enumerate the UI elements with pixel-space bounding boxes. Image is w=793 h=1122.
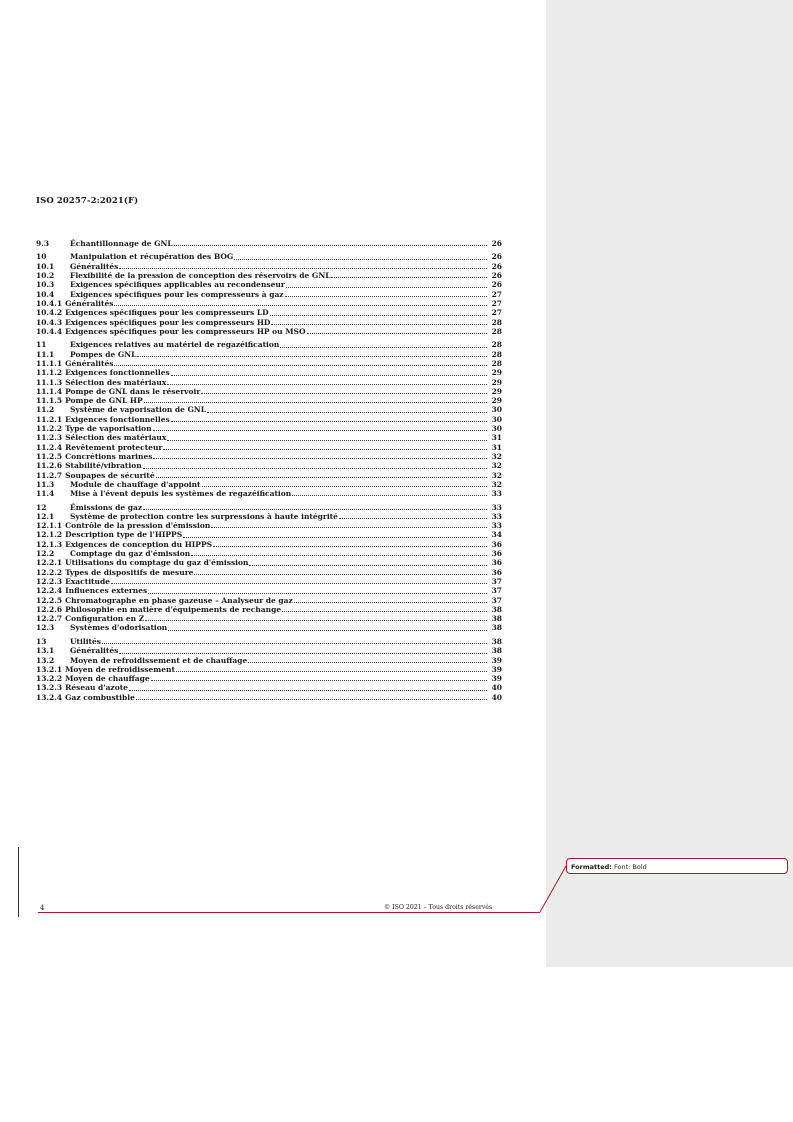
- toc-entry-page: 29: [491, 368, 502, 378]
- toc-entry[interactable]: [36, 693, 502, 702]
- toc-dot-leader: [144, 401, 487, 403]
- toc-dot-leader: [270, 314, 487, 316]
- toc-entry[interactable]: [36, 512, 502, 521]
- toc-entry-page: 28: [491, 326, 502, 336]
- toc-entry-page: 31: [491, 442, 502, 452]
- toc-entry-page: 28: [491, 349, 502, 359]
- toc-entry-title: Flexibilité de la pression de conception des réservoirs de GNL: [70, 271, 331, 281]
- toc-entry-title: Réseau d'azote: [65, 683, 128, 693]
- toc-entry-title: Comptage du gaz d'émission: [70, 549, 191, 559]
- toc-entry-title: Exactitude: [65, 576, 110, 586]
- toc-entry-title: Système de vaporisation de GNL: [70, 405, 207, 415]
- toc-entry-page: 37: [491, 586, 502, 596]
- toc-dot-leader: [167, 439, 487, 441]
- toc-entry-number: 12: [36, 502, 47, 512]
- toc-entry-number: 10.2: [36, 271, 55, 281]
- toc-entry[interactable]: [36, 471, 502, 480]
- toc-entry-page: 36: [491, 558, 502, 568]
- toc-dot-leader: [137, 355, 487, 357]
- toc-entry-page: 33: [491, 502, 502, 512]
- toc-entry-number: 11.2.7: [36, 470, 63, 480]
- toc-dot-leader: [201, 392, 487, 394]
- toc-entry[interactable]: [36, 280, 502, 289]
- toc-dot-leader: [213, 545, 487, 547]
- toc-entry[interactable]: [36, 530, 502, 539]
- toc-entry[interactable]: [36, 568, 502, 577]
- toc-entry-page: 27: [491, 289, 502, 299]
- toc-entry-number: 13.1: [36, 646, 55, 656]
- toc-entry-page: 26: [491, 271, 502, 281]
- toc-dot-leader: [119, 652, 487, 654]
- toc-entry-number: 12.1.1: [36, 521, 63, 531]
- toc-entry-number: 13.2: [36, 655, 55, 665]
- toc-entry-number: 11.2.5: [36, 451, 63, 461]
- toc-dot-leader: [167, 383, 487, 385]
- toc-entry[interactable]: [36, 489, 502, 498]
- toc-entry[interactable]: [36, 378, 502, 387]
- toc-entry[interactable]: [36, 340, 502, 349]
- toc-entry[interactable]: [36, 623, 502, 632]
- toc-entry[interactable]: [36, 540, 502, 549]
- toc-entry[interactable]: [36, 586, 502, 595]
- toc-entry-title: Utilités: [70, 636, 102, 646]
- toc-entry-page: 40: [491, 683, 502, 693]
- toc-entry-title: Mise à l'évent depuis les systèmes de regazéification: [70, 489, 292, 499]
- toc-entry-title: Contrôle de la pression d'émission: [65, 521, 211, 531]
- toc-entry-page: 27: [491, 298, 502, 308]
- toc-entry-title: Échantillonnage de GNL: [70, 239, 173, 248]
- toc-entry-number: 10.4.4: [36, 326, 63, 336]
- toc-entry[interactable]: [36, 396, 502, 405]
- toc-entry-title: Émissions de gaz: [70, 502, 143, 512]
- toc-entry-page: 31: [491, 433, 502, 443]
- comment-pane: [546, 0, 793, 967]
- toc-entry[interactable]: [36, 262, 502, 271]
- toc-entry[interactable]: [36, 290, 502, 299]
- toc-dot-leader: [271, 323, 487, 325]
- toc-entry[interactable]: [36, 665, 502, 674]
- toc-entry-number: 13.2.4: [36, 692, 63, 702]
- toc-entry[interactable]: [36, 646, 502, 655]
- toc-entry-number: 13: [36, 636, 47, 646]
- toc-entry-number: 11.2.2: [36, 424, 63, 434]
- toc-entry[interactable]: [36, 480, 502, 489]
- toc-entry-title: Revêtement protecteur: [65, 442, 163, 452]
- toc-dot-leader: [143, 467, 487, 469]
- toc-entry[interactable]: [36, 443, 502, 452]
- toc-dot-leader: [168, 629, 487, 631]
- toc-entry[interactable]: [36, 656, 502, 665]
- toc-dot-leader: [194, 573, 487, 575]
- change-bar: [18, 847, 19, 917]
- toc-entry[interactable]: [36, 299, 502, 308]
- toc-entry-title: Moyen de refroidissement et de chauffage: [70, 655, 248, 665]
- toc-dot-leader: [285, 295, 487, 297]
- toc-entry-number: 12.2.2: [36, 567, 63, 577]
- toc-entry-page: 32: [491, 451, 502, 461]
- toc-entry-title: Philosophie en matière d'équipements de rechange: [65, 604, 282, 614]
- toc-entry[interactable]: [36, 327, 502, 336]
- toc-entry-title: Description type de l'HIPPS: [65, 530, 183, 540]
- toc-entry-page: 28: [491, 340, 502, 350]
- toc-entry-page: 40: [491, 692, 502, 702]
- toc-entry-page: 38: [491, 646, 502, 656]
- toc-entry-page: 37: [491, 595, 502, 605]
- toc-entry[interactable]: [36, 405, 502, 414]
- toc-entry[interactable]: [36, 521, 502, 530]
- toc-entry[interactable]: [36, 424, 502, 433]
- toc-entry-page: 38: [491, 636, 502, 646]
- toc-entry-number: 12.2: [36, 549, 55, 559]
- toc-entry-page: 26: [491, 261, 502, 271]
- toc-entry-number: 12.2.6: [36, 604, 63, 614]
- footer-rule: [38, 912, 540, 913]
- toc-entry-number: 11.1.3: [36, 377, 63, 387]
- toc-entry-title: Exigences spécifiques applicables au recondenseur: [70, 280, 285, 290]
- toc-dot-leader: [202, 485, 488, 487]
- toc-dot-leader: [280, 346, 487, 348]
- toc-dot-leader: [286, 286, 487, 288]
- toc-entry-page: 26: [491, 239, 502, 248]
- toc-dot-leader: [129, 689, 487, 691]
- toc-entry-number: 11.2: [36, 405, 55, 415]
- toc-entry-title: Utilisations du comptage du gaz d'émission: [65, 558, 249, 568]
- toc-entry-number: 11.2.6: [36, 461, 63, 471]
- toc-entry-title: Influences externes: [65, 586, 148, 596]
- toc-dot-leader: [151, 679, 487, 681]
- toc-dot-leader: [145, 619, 487, 621]
- toc-entry-number: 13.2.3: [36, 683, 63, 693]
- toc-dot-leader: [207, 411, 487, 413]
- toc-entry-number: 11.3: [36, 479, 55, 489]
- toc-entry-title: Sélection des matériaux: [65, 433, 167, 443]
- toc-entry-number: 10.4.3: [36, 317, 63, 327]
- toc-dot-leader: [119, 267, 487, 269]
- toc-entry-title: Chromatographe en phase gazeuse – Analyseur de gaz: [65, 595, 293, 605]
- toc-entry-number: 12.3: [36, 623, 55, 633]
- toc-entry-title: Soupapes de sécurité: [65, 470, 155, 480]
- toc-entry-title: Exigences spécifiques pour les compresseurs HD: [65, 317, 271, 327]
- toc-entry-number: 12.1.2: [36, 530, 63, 540]
- toc-dot-leader: [307, 332, 488, 334]
- toc-entry-page: 26: [491, 280, 502, 290]
- toc-dot-leader: [331, 276, 487, 278]
- toc-entry-page: 36: [491, 539, 502, 549]
- toc-entry-title: Moyen de refroidissement: [65, 664, 175, 674]
- toc-dot-leader: [148, 592, 487, 594]
- toc-entry-page: 32: [491, 470, 502, 480]
- toc-entry-page: 36: [491, 549, 502, 559]
- toc-entry-title: Types de dispositifs de mesure: [65, 567, 194, 577]
- toc-dot-leader: [294, 601, 487, 603]
- toc-entry-title: Gaz combustible: [65, 692, 135, 702]
- toc-entry-title: Type de vaporisation: [65, 424, 152, 434]
- toc-entry-title: Exigences relatives au matériel de regazéification: [70, 340, 280, 350]
- toc-entry-page: 32: [491, 479, 502, 489]
- formatting-comment-balloon[interactable]: [566, 858, 788, 874]
- toc-dot-leader: [156, 476, 487, 478]
- toc-entry[interactable]: [36, 252, 502, 261]
- toc-entry-page: 33: [491, 521, 502, 531]
- toc-entry[interactable]: [36, 308, 502, 317]
- toc-entry-title: Module de chauffage d'appoint: [70, 479, 201, 489]
- toc-entry[interactable]: [36, 614, 502, 623]
- comment-text: Font: Bold: [613, 863, 647, 871]
- toc-entry-page: 30: [491, 424, 502, 434]
- toc-entry-page: 38: [491, 604, 502, 614]
- toc-dot-leader: [102, 642, 487, 644]
- toc-entry-page: 33: [491, 511, 502, 521]
- toc-dot-leader: [171, 374, 487, 376]
- toc-entry[interactable]: [36, 415, 502, 424]
- toc-dot-leader: [143, 508, 487, 510]
- toc-entry-number: 13.2.2: [36, 674, 63, 684]
- toc-entry[interactable]: [36, 674, 502, 683]
- toc-entry[interactable]: [36, 452, 502, 461]
- toc-entry-page: 34: [491, 530, 502, 540]
- toc-entry-number: 13.2.1: [36, 664, 63, 674]
- toc-entry-title: Pompe de GNL dans le réservoir: [65, 386, 201, 396]
- toc-dot-leader: [174, 244, 487, 246]
- toc-dot-leader: [211, 526, 487, 528]
- toc-dot-leader: [248, 661, 487, 663]
- toc-entry-page: 39: [491, 674, 502, 684]
- toc-entry[interactable]: [36, 350, 502, 359]
- toc-entry-page: 29: [491, 377, 502, 387]
- toc-entry-number: 10.4.2: [36, 308, 63, 318]
- toc-dot-leader: [176, 670, 487, 672]
- footer-page-number: 4: [40, 904, 45, 912]
- toc-entry-number: 11: [36, 340, 47, 350]
- toc-entry-title: Exigences spécifiques pour les compresseurs à gaz: [70, 289, 284, 299]
- toc-entry[interactable]: [36, 577, 502, 586]
- toc-entry-title: Manipulation et récupération des BOG: [70, 252, 234, 262]
- toc-dot-leader: [153, 429, 487, 431]
- toc-entry-number: 11.1.1: [36, 358, 63, 368]
- toc-entry-number: 11.1.4: [36, 386, 63, 396]
- toc-entry-number: 11.1: [36, 349, 55, 359]
- toc-entry-number: 10.4.1: [36, 298, 63, 308]
- toc-entry-title: Pompe de GNL HP: [65, 396, 143, 406]
- toc-dot-leader: [234, 258, 487, 260]
- toc-entry-page: 26: [491, 252, 502, 262]
- toc-entry-page: 36: [491, 567, 502, 577]
- toc-entry-title: Moyen de chauffage: [65, 674, 150, 684]
- toc-entry-number: 11.4: [36, 489, 55, 499]
- toc-entry-number: 12.1: [36, 511, 55, 521]
- toc-entry-number: 12.2.7: [36, 614, 63, 624]
- toc-entry-number: 10.3: [36, 280, 55, 290]
- toc-entry-number: 11.2.4: [36, 442, 63, 452]
- toc-entry-page: 37: [491, 576, 502, 586]
- toc-entry-number: 11.2.1: [36, 414, 63, 424]
- toc-entry-number: 11.1.5: [36, 396, 63, 406]
- toc-dot-leader: [114, 364, 487, 366]
- toc-entry-title: Pompes de GNL: [70, 349, 137, 359]
- toc-entry-title: Exigences fonctionnelles: [65, 414, 170, 424]
- toc-entry-number: 11.2.3: [36, 433, 63, 443]
- toc-entry[interactable]: [36, 359, 502, 368]
- toc-entry-title: Exigences spécifiques pour les compresseurs HP ou MSO: [65, 326, 306, 336]
- comment-label: Formatted:: [571, 863, 612, 871]
- toc-entry-number: 10.1: [36, 261, 55, 271]
- toc-entry-title: Concrétions marines: [65, 451, 153, 461]
- toc-entry-title: Généralités: [70, 261, 119, 271]
- toc-entry-title: Système de protection contre les surpressions à haute intégrité: [70, 511, 338, 521]
- toc-entry-title: Généralités: [70, 646, 119, 656]
- toc-dot-leader: [183, 536, 487, 538]
- toc-entry-title: Systèmes d'odorisation: [70, 623, 168, 633]
- toc-entry[interactable]: [36, 433, 502, 442]
- toc-dot-leader: [136, 698, 487, 700]
- toc-entry[interactable]: [36, 239, 502, 248]
- toc-entry[interactable]: [36, 271, 502, 280]
- toc-entry-number: 9.3: [36, 239, 50, 248]
- toc-dot-leader: [163, 448, 487, 450]
- toc-entry-page: 29: [491, 386, 502, 396]
- toc-entry[interactable]: [36, 558, 502, 567]
- toc-entry-page: 38: [491, 614, 502, 624]
- toc-entry[interactable]: [36, 387, 502, 396]
- toc-entry[interactable]: [36, 637, 502, 646]
- toc-entry-title: Configuration en Z: [65, 614, 145, 624]
- toc-dot-leader: [249, 564, 487, 566]
- toc-entry-number: 10.4: [36, 289, 55, 299]
- toc-entry-number: 12.2.4: [36, 586, 63, 596]
- toc-entry[interactable]: [36, 368, 502, 377]
- toc-dot-leader: [191, 554, 487, 556]
- toc-entry-page: 28: [491, 358, 502, 368]
- toc-entry-page: 33: [491, 489, 502, 499]
- toc-entry-page: 27: [491, 308, 502, 318]
- toc-dot-leader: [153, 457, 487, 459]
- toc-entry-number: 10: [36, 252, 47, 262]
- toc-entry-page: 30: [491, 414, 502, 424]
- toc-entry-number: 12.1.3: [36, 539, 63, 549]
- toc-entry-title: Stabilité/vibration: [65, 461, 142, 471]
- toc-dot-leader: [339, 517, 487, 519]
- toc-entry[interactable]: [36, 605, 502, 614]
- footer-copyright: © ISO 2021 – Tous droits réservés: [384, 904, 493, 911]
- toc-dot-leader: [292, 494, 487, 496]
- toc-entry-title: Exigences spécifiques pour les compresseurs LD: [65, 308, 269, 318]
- toc-entry-number: 12.2.5: [36, 595, 63, 605]
- toc-entry[interactable]: [36, 461, 502, 470]
- toc-entry-number: 12.2.3: [36, 576, 63, 586]
- toc-entry-title: Exigences de conception du HIPPS: [65, 539, 212, 549]
- toc-dot-leader: [111, 582, 487, 584]
- toc-entry-title: Généralités: [65, 358, 114, 368]
- toc-entry[interactable]: [36, 683, 502, 692]
- toc-entry[interactable]: [36, 503, 502, 512]
- toc-entry-page: 30: [491, 405, 502, 415]
- toc-entry-page: 39: [491, 664, 502, 674]
- toc-entry-title: Généralités: [65, 298, 114, 308]
- toc-entry[interactable]: [36, 549, 502, 558]
- toc-entry[interactable]: [36, 318, 502, 327]
- toc-entry-page: 29: [491, 396, 502, 406]
- toc-entry-title: Exigences fonctionnelles: [65, 368, 170, 378]
- toc-entry-number: 11.1.2: [36, 368, 63, 378]
- toc-entry-page: 28: [491, 317, 502, 327]
- toc-dot-leader: [171, 420, 487, 422]
- toc-entry-page: 32: [491, 461, 502, 471]
- toc-dot-leader: [114, 304, 487, 306]
- document-header-title: ISO 20257-2:2021(F): [36, 196, 139, 206]
- toc-entry[interactable]: [36, 596, 502, 605]
- toc-entry-number: 12.2.1: [36, 558, 63, 568]
- toc-entry-page: 38: [491, 623, 502, 633]
- table-of-contents: [36, 239, 502, 702]
- toc-entry-title: Sélection des matériaux: [65, 377, 167, 387]
- toc-dot-leader: [282, 610, 487, 612]
- toc-entry-page: 39: [491, 655, 502, 665]
